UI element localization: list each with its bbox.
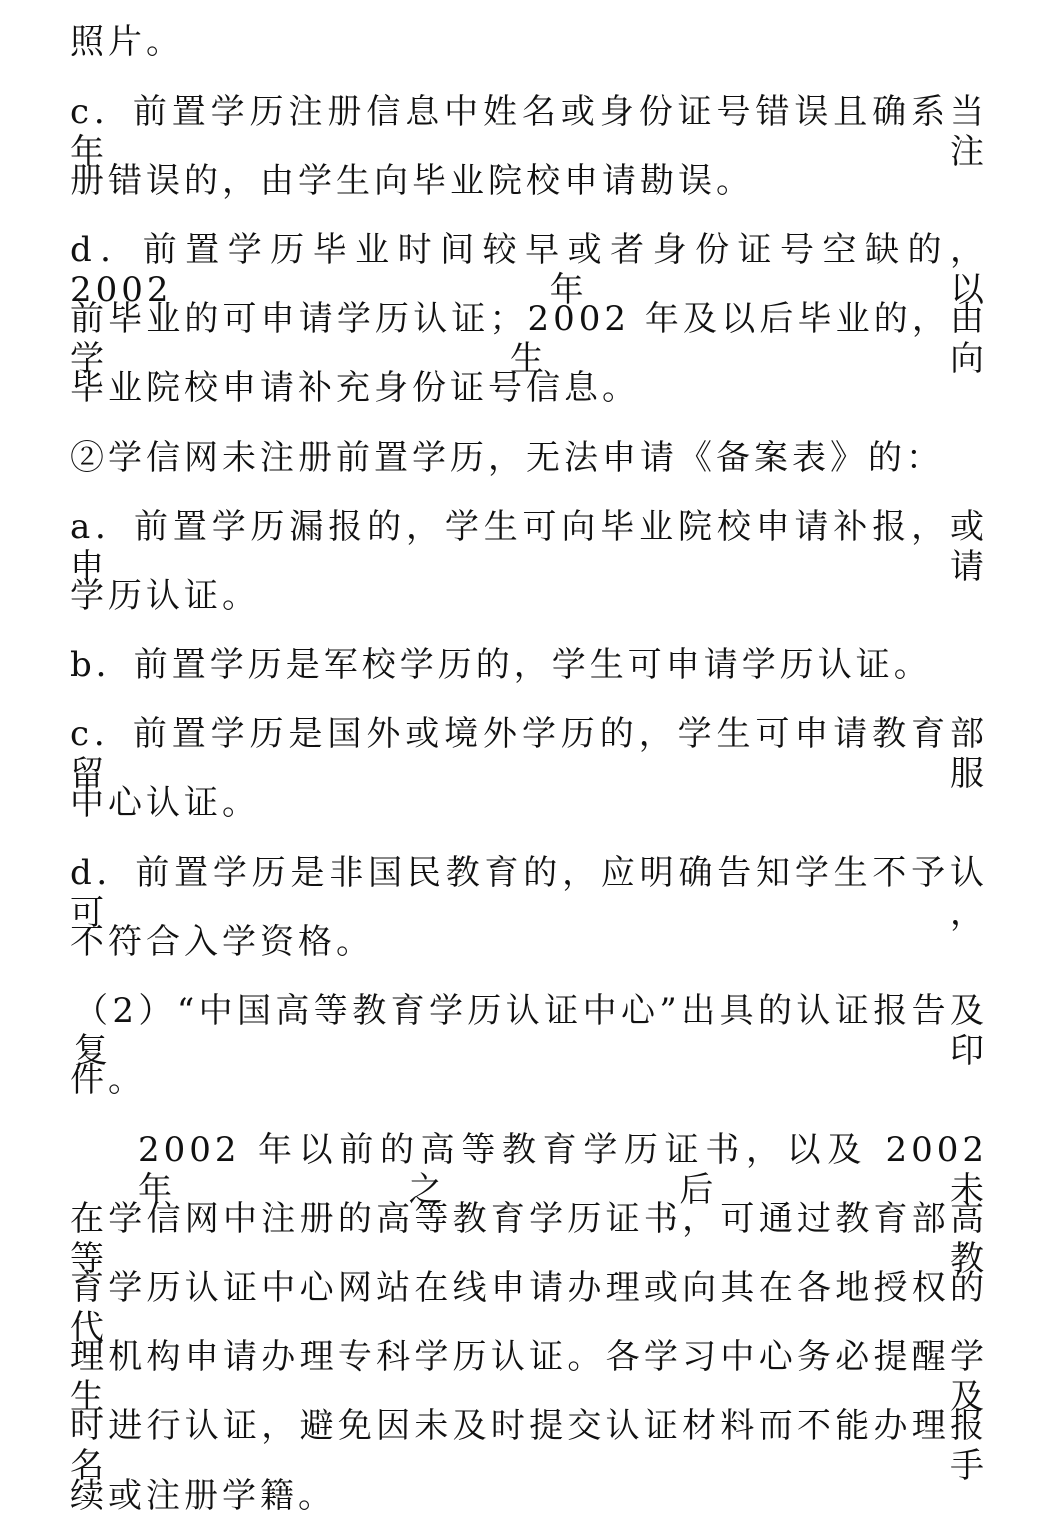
text-line: 时进行认证，避免因未及时提交认证材料而不能办理报名手 bbox=[70, 1406, 988, 1486]
text-line: d．前置学历毕业时间较早或者身份证号空缺的，2002 年以 bbox=[70, 230, 988, 310]
text-line: ②学信网未注册前置学历，无法申请《备案表》的： bbox=[70, 438, 944, 478]
text-line: 毕业院校申请补充身份证号信息。 bbox=[70, 368, 640, 408]
text-line: 册错误的，由学生向毕业院校申请勘误。 bbox=[70, 161, 754, 201]
text-line: 件。 bbox=[70, 1060, 146, 1100]
text-line: 照片。 bbox=[70, 22, 184, 62]
text-line: d．前置学历是非国民教育的，应明确告知学生不予认可， bbox=[70, 853, 988, 933]
text-line: b．前置学历是军校学历的，学生可申请学历认证。 bbox=[70, 645, 932, 685]
text-line: 续或注册学籍。 bbox=[70, 1476, 336, 1516]
text-line: 不符合入学资格。 bbox=[70, 922, 374, 962]
text-line: a．前置学历漏报的，学生可向毕业院校申请补报，或申请 bbox=[70, 507, 988, 587]
text-line: （2）“中国高等教育学历认证中心”出具的认证报告及复印 bbox=[74, 991, 988, 1071]
text-line: c．前置学历注册信息中姓名或身份证号错误且确系当年注 bbox=[70, 92, 988, 172]
text-line: 育学历认证中心网站在线申请办理或向其在各地授权的代 bbox=[70, 1268, 988, 1348]
text-line: 2002 年以前的高等教育学历证书，以及 2002 年之后未 bbox=[138, 1130, 988, 1210]
text-line: 中心认证。 bbox=[70, 783, 260, 823]
text-line: 学历认证。 bbox=[70, 576, 260, 616]
text-line: 理机构申请办理专科学历认证。各学习中心务必提醒学生及 bbox=[70, 1337, 988, 1417]
text-line: 前毕业的可申请学历认证；2002 年及以后毕业的，由学生向 bbox=[70, 299, 988, 379]
text-line: 在学信网中注册的高等教育学历证书，可通过教育部高等教 bbox=[70, 1199, 988, 1279]
text-line: c．前置学历是国外或境外学历的，学生可申请教育部留服 bbox=[70, 714, 988, 794]
